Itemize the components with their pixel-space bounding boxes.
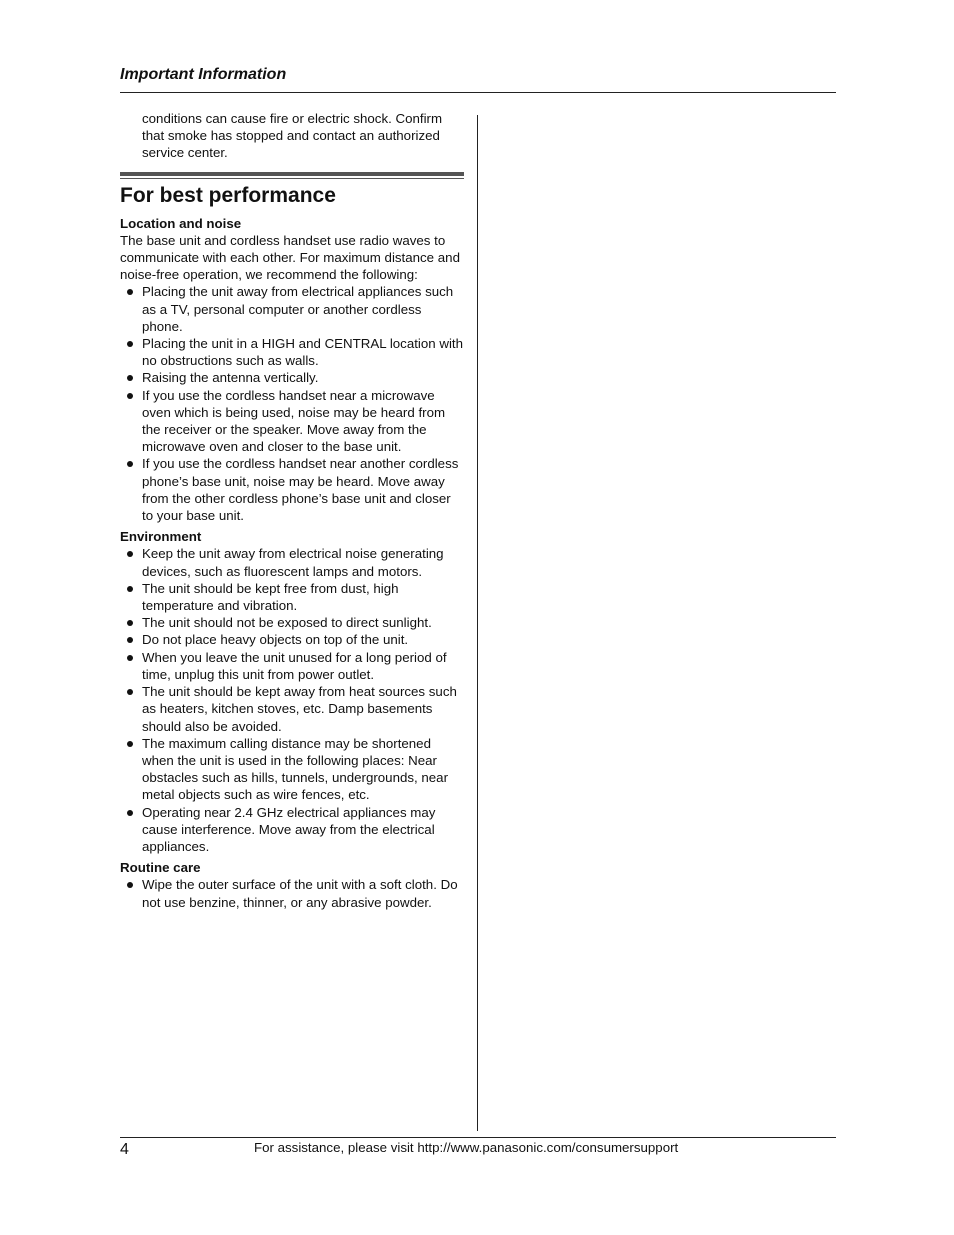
subheading-routine-care: Routine care [120, 860, 201, 876]
list-item [120, 614, 464, 631]
section-title-rule-thick [120, 172, 464, 176]
list-item [120, 455, 464, 524]
list-item [120, 735, 464, 804]
bullet-icon [127, 341, 133, 347]
left-column [120, 110, 464, 911]
bullet-icon [127, 637, 133, 643]
location-bullet-list [120, 283, 464, 524]
list-item-text: Placing the unit away from electrical appliances such as a TV, personal computer or another cordless phone. [142, 284, 454, 334]
page-header-title: Important Information [120, 66, 287, 83]
bullet-icon [127, 689, 133, 695]
list-item-text: Do not place heavy objects on top of the unit. [142, 632, 409, 648]
list-item-text: The maximum calling distance may be shortened when the unit is used in the following places: Near obstacles such as hills, tunnels, undergrounds, near metal objects such as wire fences, etc. [142, 735, 449, 803]
list-item-text: Keep the unit away from electrical noise generating devices, such as fluorescent lamps and motors. [142, 546, 444, 579]
environment-bullet-list [120, 545, 464, 855]
intro-continuation-text: conditions can cause fire or electric shock. Confirm that smoke has stopped and contact an authorized service center. [142, 111, 443, 161]
bullet-icon [127, 741, 133, 747]
list-item [120, 387, 464, 456]
bullet-icon [127, 461, 133, 467]
list-item-text: Placing the unit in a HIGH and CENTRAL location with no obstructions such as walls. [142, 336, 464, 369]
list-item-text: The unit should not be exposed to direct sunlight. [142, 615, 432, 631]
list-item [120, 335, 464, 369]
list-item [120, 804, 464, 856]
column-divider [477, 115, 478, 1131]
section-title-rule-thin [120, 178, 464, 179]
list-item [120, 649, 464, 683]
list-item-text: Operating near 2.4 GHz electrical appliances may cause interference. Move away from the electrical appliances. [142, 804, 436, 854]
list-item [120, 580, 464, 614]
bullet-icon [127, 620, 133, 626]
bullet-icon [127, 810, 133, 816]
header-divider [120, 92, 836, 93]
section-title: For best performance [120, 183, 336, 207]
list-item [120, 631, 464, 648]
list-item-text: If you use the cordless handset near a microwave oven which is being used, noise may be heard from the receiver or the speaker. Move away from the microwave oven and closer to the base unit. [142, 387, 446, 455]
bullet-icon [127, 586, 133, 592]
list-item [120, 283, 464, 335]
routine-bullet-list [120, 876, 464, 910]
page-number: 4 [120, 1141, 129, 1158]
bullet-icon [127, 655, 133, 661]
subheading-location-noise: Location and noise [120, 215, 242, 231]
list-item-text: If you use the cordless handset near another cordless phone’s base unit, noise may be heard. Move away from the other cordless phone’s base unit and closer to your base unit. [142, 456, 459, 524]
list-item-text: The unit should be kept free from dust, high temperature and vibration. [142, 580, 399, 614]
list-item-text: Wipe the outer surface of the unit with a soft cloth. Do not use benzine, thinner, or any abrasive powder. [142, 877, 458, 910]
list-item [120, 876, 464, 910]
bullet-icon [127, 551, 133, 557]
bullet-icon [127, 393, 133, 399]
list-item-text: Raising the antenna vertically. [142, 370, 319, 386]
list-item [120, 683, 464, 735]
list-item-text: The unit should be kept away from heat sources such as heaters, kitchen stoves, etc. Damp basements should also be avoided. [142, 684, 457, 734]
footer-support-text: For assistance, please visit http://www.panasonic.com/consumersupport [254, 1140, 679, 1155]
list-item [120, 545, 464, 579]
subheading-environment: Environment [120, 529, 202, 545]
bullet-icon [127, 882, 133, 888]
footer-divider [120, 1137, 836, 1138]
list-item-text: When you leave the unit unused for a long period of time, unplug this unit from power outlet. [142, 649, 447, 682]
location-paragraph: The base unit and cordless handset use radio waves to communicate with each other. For maximum distance and noise-free operation, we recommend the following: [120, 232, 460, 283]
bullet-icon [127, 375, 133, 381]
list-item [120, 369, 464, 386]
bullet-icon [127, 289, 133, 295]
